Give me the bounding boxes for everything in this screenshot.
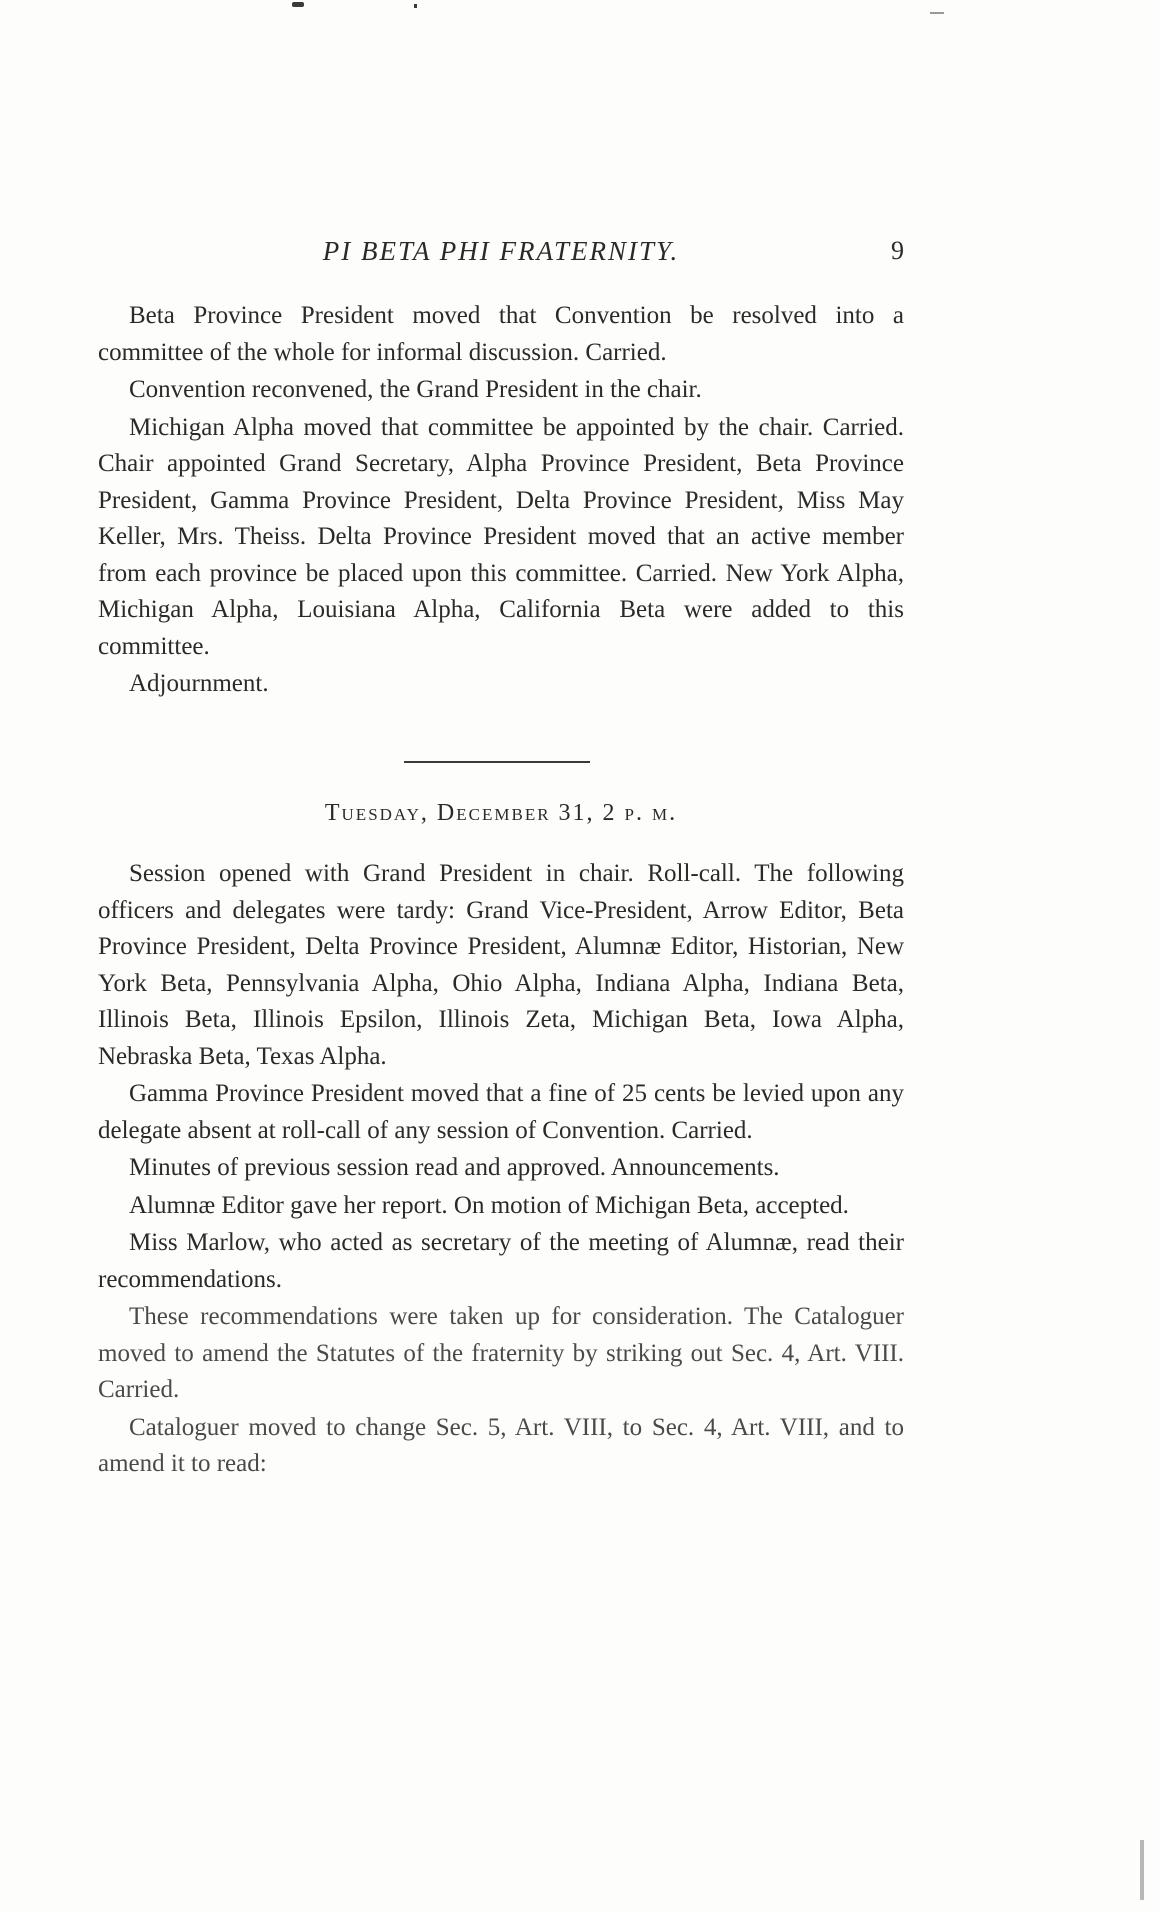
section-one <box>98 298 904 703</box>
section-heading: Tuesday, December 31, 2 p. m. <box>324 800 678 826</box>
page-number: 9 <box>891 236 904 265</box>
paragraph: Convention reconvened, the Grand President in the chair. <box>129 376 702 403</box>
scan-edge-shadow <box>1140 1840 1144 1900</box>
paragraph: Session opened with Grand President in chair. Roll-call. The following officers and delegates were tardy: Grand Vice-President, Arrow Editor, Beta Province President, Delta Province President, Alumnæ Editor, Historian, New York Beta, Pennsylvania Alpha, Ohio Alpha, Indiana Alpha, Indiana Beta, Illinois Beta, Illinois Epsilon, Illinois Zeta, Michigan Beta, Iowa Alpha, Nebraska Beta, Texas Alpha. <box>98 860 904 1070</box>
paragraph: Alumnæ Editor gave her report. On motion of Michigan Beta, accepted. <box>129 1191 849 1219</box>
paragraph: Gamma Province President moved that a fine of 25 cents be levied upon any delegate absent at roll-call of any session of Convention. Carried. <box>98 1080 904 1144</box>
paragraph: Minutes of previous session read and approved. Announcements. <box>129 1154 780 1181</box>
running-title: PI BETA PHI FRATERNITY. <box>322 236 680 266</box>
section-two <box>98 856 904 1483</box>
paragraph: Miss Marlow, who acted as secretary of the meeting of Alumnæ, read their recommendations. <box>98 1229 904 1293</box>
paragraph: Adjournment. <box>129 670 269 697</box>
paragraph: Cataloguer moved to change Sec. 5, Art. VIII, to Sec. 4, Art. VIII, and to amend it to read: <box>98 1413 904 1477</box>
paragraph: These recommendations were taken up for consideration. The Cataloguer moved to amend the Statutes of the fraternity by striking out Sec. 4, Art. VIII. Carried. <box>98 1303 904 1403</box>
scan-speck <box>292 2 304 7</box>
paragraph: Michigan Alpha moved that committee be appointed by the chair. Carried. Chair appointed Grand Secretary, Alpha Province President, Beta Province President, Gamma Province President, Delta Province President, Miss May Keller, Mrs. Theiss. Delta Province President moved that an active member from each province be placed upon this committee. Carried. New York Alpha, Michigan Alpha, Louisiana Alpha, California Beta were added to this committee. <box>98 413 904 660</box>
scan-speck <box>414 4 417 8</box>
scan-speck <box>930 12 944 14</box>
paragraph: Beta Province President moved that Convention be resolved into a committee of the whole for informal discussion. Carried. <box>98 302 904 366</box>
running-head <box>98 232 904 272</box>
section-divider <box>404 761 590 763</box>
